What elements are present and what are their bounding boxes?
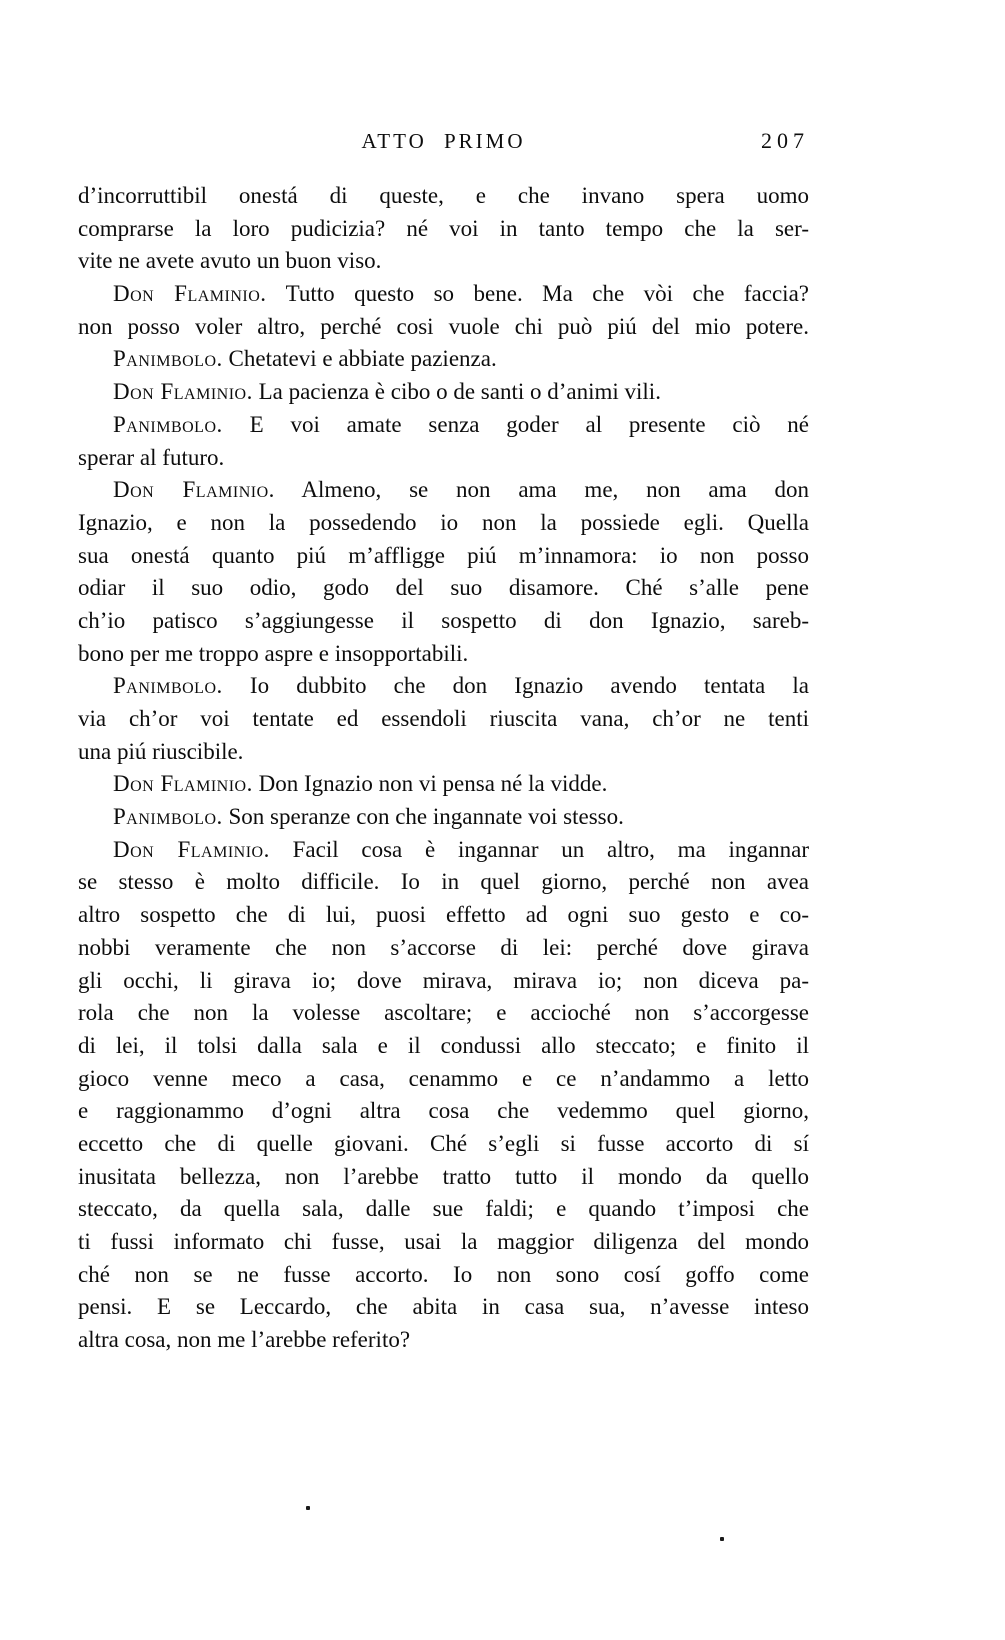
text-line — [78, 442, 809, 475]
text-line — [78, 703, 809, 736]
text-line — [78, 572, 809, 605]
page-header — [78, 128, 809, 154]
text-line — [78, 605, 809, 638]
text-line — [78, 1095, 809, 1128]
text-line — [78, 1324, 809, 1357]
line-text: e raggionammo d’ogni altra cosa che vedemmo quel giorno, — [78, 1098, 809, 1124]
line-text: steccato, da quella sala, dalle sue faldi; e quando t’imposi che — [78, 1196, 809, 1222]
speaker-name: Don Flaminio. — [113, 771, 253, 797]
line-text: una piú riuscibile. — [78, 738, 244, 764]
text-line — [78, 507, 809, 540]
text-line — [78, 245, 809, 278]
text-line — [78, 736, 809, 769]
line-text: ché non se ne fusse accorto. Io non sono cosí goffo come — [78, 1261, 809, 1287]
line-text: inusitata bellezza, non l’arebbe tratto tutto il mondo da quello — [78, 1163, 809, 1189]
running-title: ATTO PRIMO — [361, 129, 526, 153]
line-text: La pacienza è cibo o de santi o d’animi vili. — [258, 379, 661, 405]
line-text: eccetto che di quelle giovani. Ché s’egli si fusse accorto di sí — [78, 1130, 809, 1156]
speaker-name: Panimbolo. — [113, 804, 223, 830]
text-line — [78, 343, 809, 376]
text-line — [78, 1193, 809, 1226]
text-line — [78, 1030, 809, 1063]
text-line — [78, 1128, 809, 1161]
text-line — [78, 1063, 809, 1096]
text-line — [78, 638, 809, 671]
text-line — [78, 311, 809, 344]
line-text: nobbi veramente che non s’accorse di lei: perché dove girava — [78, 934, 809, 960]
line-text: bono per me troppo aspre e insopportabili. — [78, 640, 469, 666]
text-line — [78, 670, 809, 703]
text-line — [78, 965, 809, 998]
line-text: ti fussi informato chi fusse, usai la maggior diligenza del mondo — [78, 1229, 809, 1254]
text-line — [78, 1291, 809, 1324]
line-text: non posso voler altro, perché cosi vuole chi può piú del mio potere. — [78, 313, 809, 339]
line-text: rola che non la volesse ascoltare; e accioché non s’accorgesse — [78, 1000, 809, 1026]
speaker-name: Panimbolo. — [113, 673, 223, 699]
text-line — [78, 801, 809, 834]
text-line — [78, 1161, 809, 1194]
speaker-name: Don Flaminio. — [113, 836, 270, 862]
line-text: pensi. E se Leccardo, che abita in casa sua, n’avesse inteso — [78, 1294, 809, 1320]
scan-speck — [720, 1537, 724, 1541]
speaker-name: Don Flaminio. — [113, 379, 253, 405]
text-line — [78, 409, 809, 442]
text-line — [78, 278, 809, 311]
line-text: d’incorruttibil onestá di queste, e che invano spera uomo — [78, 183, 809, 208]
line-text: vite ne avete avuto un buon viso. — [78, 248, 382, 274]
speaker-name: Panimbolo. — [113, 346, 223, 372]
line-text: Chetatevi e abbiate pazienza. — [228, 346, 497, 372]
speaker-name: Don Flaminio. — [113, 477, 275, 503]
text-line — [78, 1259, 809, 1292]
line-text: E voi amate senza goder al presente ciò né — [249, 411, 809, 437]
line-text: se stesso è molto difficile. Io in quel giorno, perché non avea — [78, 869, 809, 895]
line-text: comprarse la loro pudicizia? né voi in tanto tempo che la ser- — [78, 215, 809, 241]
line-text: altra cosa, non me l’arebbe referito? — [78, 1327, 411, 1353]
line-text: di lei, il tolsi dalla sala e il condussi allo steccato; e finito il — [78, 1032, 809, 1058]
text-line — [78, 213, 809, 246]
line-text: via ch’or voi tentate ed essendoli riuscita vana, ch’or ne tenti — [78, 706, 809, 731]
line-text: Son speranze con che ingannate voi stesso. — [228, 804, 624, 830]
line-text: gioco venne meco a casa, cenammo e ce n’andammo a letto — [78, 1065, 809, 1091]
line-text: Io dubbito che don Ignazio avendo tentata la — [249, 673, 809, 699]
line-text: Tutto questo so bene. Ma che vòi che faccia? — [285, 281, 809, 307]
text-line — [78, 540, 809, 573]
line-text: Facil cosa è ingannar un altro, ma ingannar — [292, 836, 810, 862]
text-line — [78, 834, 809, 867]
line-text: sua onestá quanto piú m’affligge piú m’innamora: io non posso — [78, 542, 809, 568]
scan-speck — [306, 1506, 310, 1510]
text-line — [78, 997, 809, 1030]
text-line — [78, 866, 809, 899]
text-line — [78, 474, 809, 507]
speaker-name: Don Flaminio. — [113, 281, 267, 307]
page-number: 207 — [761, 128, 809, 153]
text-line — [78, 768, 809, 801]
speaker-name: Panimbolo. — [113, 411, 223, 437]
text-line — [78, 180, 809, 213]
text-line — [78, 1226, 809, 1259]
line-text: sperar al futuro. — [78, 444, 225, 470]
text-block — [78, 180, 809, 1357]
line-text: Almeno, se non ama me, non ama don — [301, 477, 809, 503]
line-text: ch’io patisco s’aggiungesse il sospetto di don Ignazio, sareb- — [78, 607, 809, 633]
line-text: Don Ignazio non vi pensa né la vidde. — [258, 771, 608, 797]
text-line — [78, 899, 809, 932]
text-line — [78, 932, 809, 965]
line-text: altro sospetto che di lui, puosi effetto ad ogni suo gesto e co- — [78, 902, 809, 928]
line-text: odiar il suo odio, godo del suo disamore. Ché s’alle pene — [78, 575, 809, 601]
text-line — [78, 376, 809, 409]
line-text: gli occhi, li girava io; dove mirava, mirava io; non diceva pa- — [78, 967, 809, 993]
line-text: Ignazio, e non la possedendo io non la possiede egli. Quella — [78, 509, 809, 535]
